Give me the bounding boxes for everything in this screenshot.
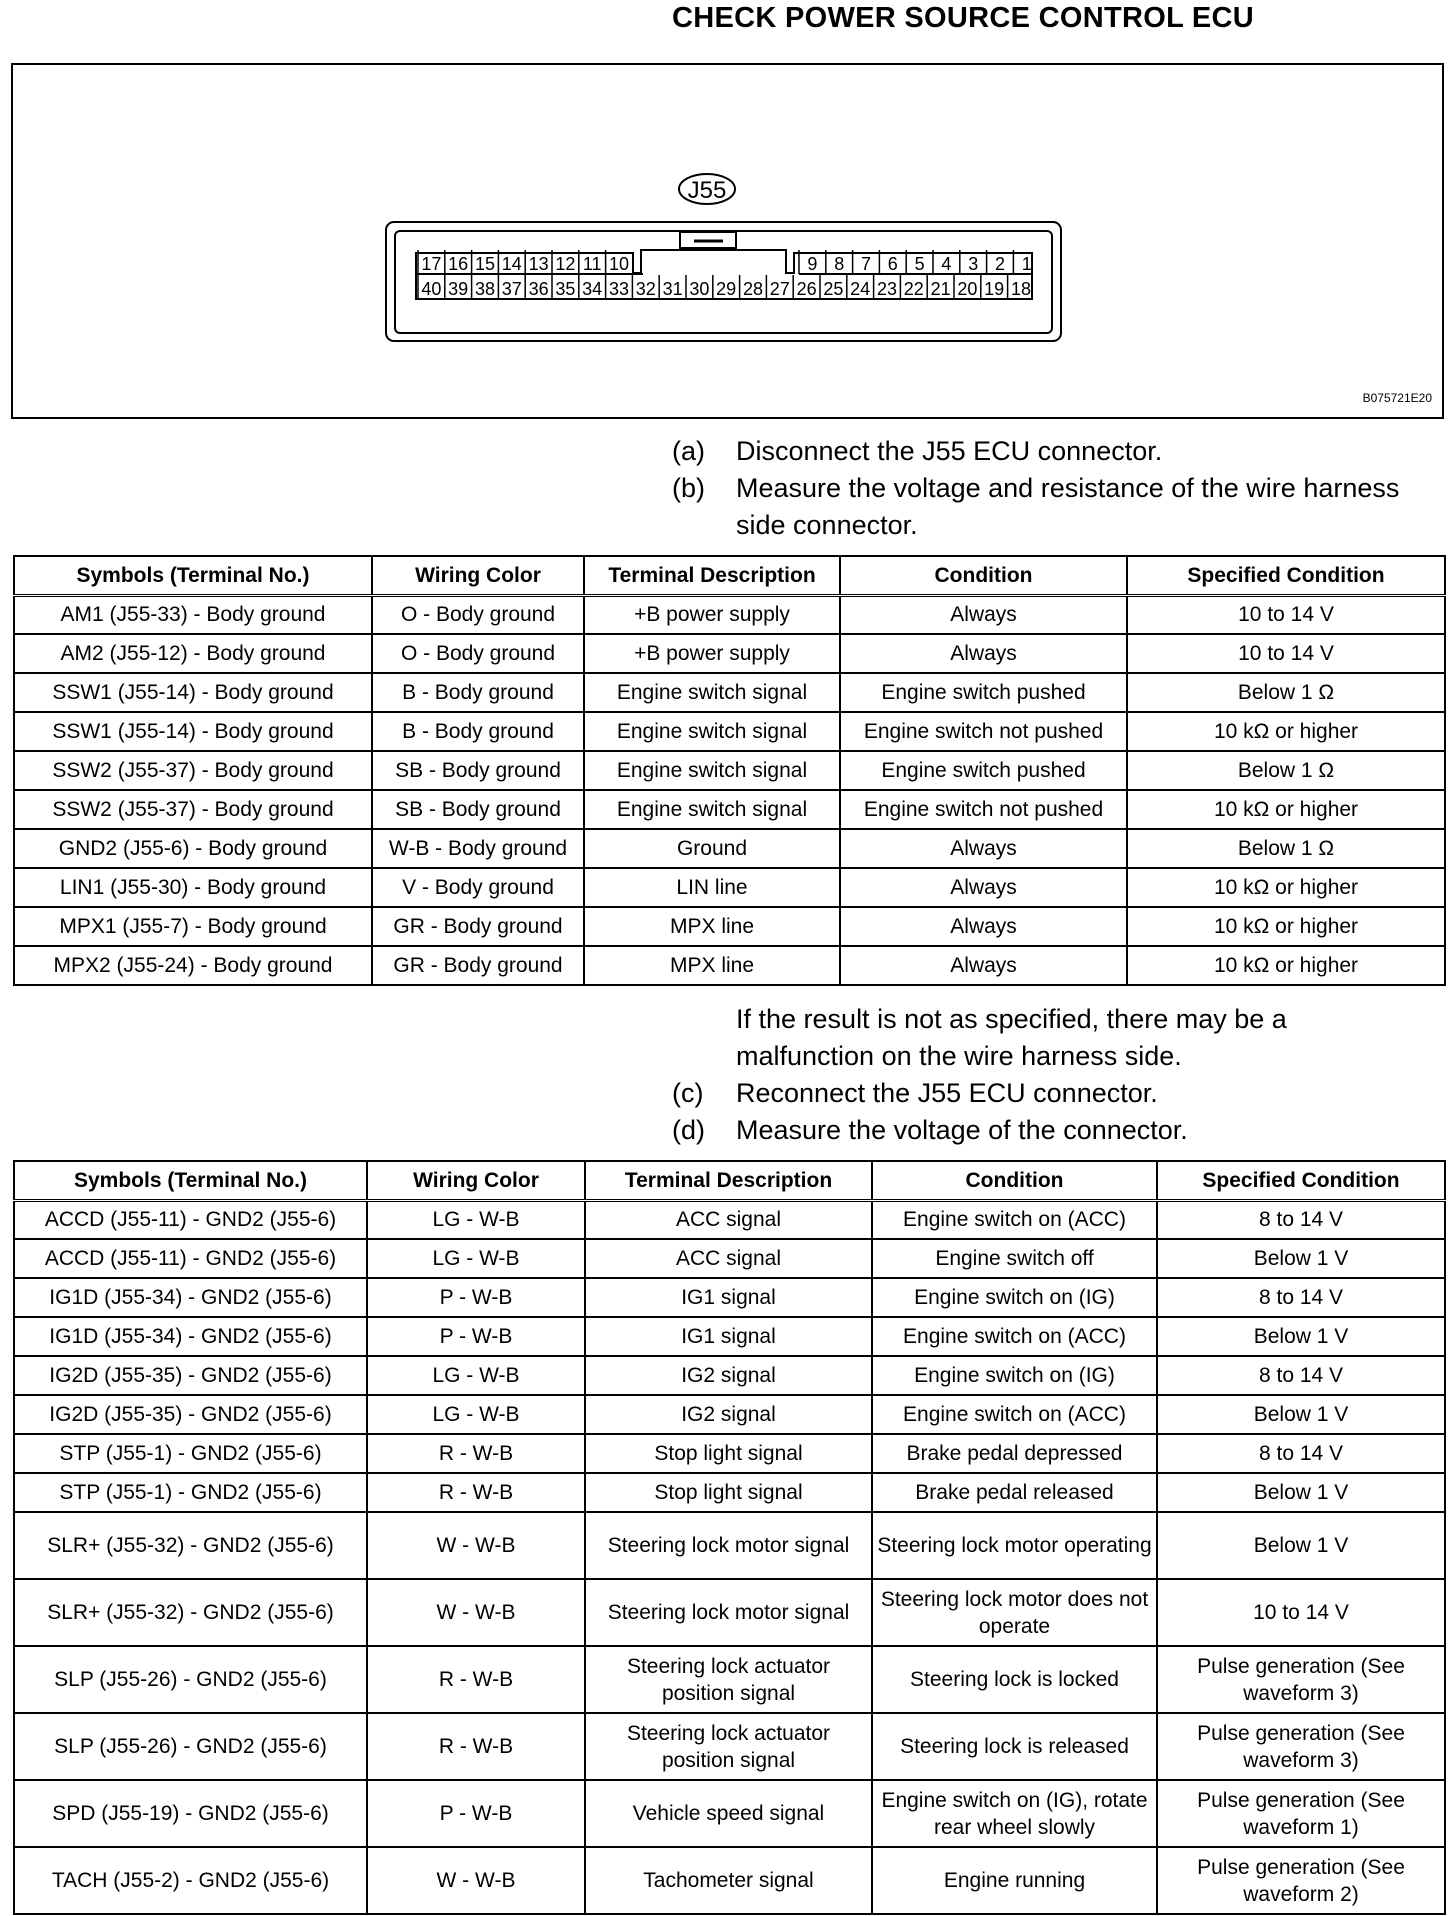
step-text: Measure the voltage and resistance of the wire harness side connector. — [736, 473, 1400, 540]
pin-number: 15 — [474, 254, 496, 274]
table-cell: Always — [840, 595, 1127, 634]
step-label: (a) — [672, 436, 705, 466]
table-cell: +B power supply — [584, 634, 840, 673]
step-text: Reconnect the J55 ECU connector. — [736, 1078, 1158, 1108]
table-cell: Always — [840, 946, 1127, 985]
step-label: (c) — [672, 1078, 704, 1108]
table-cell: B - Body ground — [372, 712, 584, 751]
table-header-row — [14, 1161, 1445, 1200]
pin-number: 2 — [994, 254, 1006, 274]
table-cell: Engine switch on (IG) — [872, 1278, 1157, 1317]
step-text: Disconnect the J55 ECU connector. — [736, 436, 1163, 466]
table-cell: SSW1 (J55-14) - Body ground — [14, 712, 372, 751]
table-cell: 10 kΩ or higher — [1127, 946, 1445, 985]
col-header: Wiring Color — [367, 1161, 585, 1200]
pin-number: 6 — [887, 254, 898, 274]
table-cell: SLP (J55-26) - GND2 (J55-6) — [14, 1713, 367, 1780]
pin-number: 5 — [914, 254, 925, 274]
table-cell: Ground — [584, 829, 840, 868]
table-cell: SSW1 (J55-14) - Body ground — [14, 673, 372, 712]
table-cell: Engine switch on (ACC) — [872, 1395, 1157, 1434]
table-cell: LIN1 (J55-30) - Body ground — [14, 868, 372, 907]
table-cell: STP (J55-1) - GND2 (J55-6) — [14, 1434, 367, 1473]
table-cell: 10 to 14 V — [1127, 595, 1445, 634]
pin-number: 13 — [528, 254, 549, 274]
table-cell: MPX line — [584, 907, 840, 946]
table-row — [14, 1847, 1445, 1914]
step-text: If the result is not as specified, there may be a malfunction on the wire harness side. — [736, 1004, 1287, 1071]
table-cell: AM1 (J55-33) - Body ground — [14, 595, 372, 634]
table-cell: W - W-B — [367, 1579, 585, 1646]
table-cell: Below 1 V — [1157, 1239, 1445, 1278]
table-cell: ACCD (J55-11) - GND2 (J55-6) — [14, 1239, 367, 1278]
col-header: Specified Condition — [1127, 556, 1445, 595]
table-cell: ACC signal — [585, 1239, 872, 1278]
table-cell: W - W-B — [367, 1512, 585, 1579]
table-row — [14, 1780, 1445, 1847]
pin-number: 16 — [448, 254, 469, 274]
col-header: Symbols (Terminal No.) — [14, 556, 372, 595]
pin-number: 1 — [1021, 254, 1032, 274]
pin-number: 25 — [823, 279, 844, 299]
table-cell: Engine switch on (ACC) — [872, 1317, 1157, 1356]
table-cell: LIN line — [584, 868, 840, 907]
table-cell: Engine switch signal — [584, 712, 840, 751]
table-row — [14, 946, 1445, 985]
table-cell: IG1 signal — [585, 1278, 872, 1317]
pin-number: 3 — [968, 254, 979, 274]
table-cell: P - W-B — [367, 1278, 585, 1317]
pin-number: 29 — [716, 279, 737, 299]
ecu-voltage-table — [13, 1160, 1446, 1915]
col-header: Specified Condition — [1157, 1161, 1445, 1200]
connector-figure — [11, 63, 1444, 419]
table-cell: Engine switch signal — [584, 673, 840, 712]
table-cell: GR - Body ground — [372, 946, 584, 985]
table-cell: Engine switch not pushed — [840, 790, 1127, 829]
table-row — [14, 1239, 1445, 1278]
pin-number: 35 — [555, 279, 576, 299]
table-cell: Pulse generation (See waveform 1) — [1157, 1780, 1445, 1847]
pin-number: 32 — [635, 279, 656, 299]
table-cell: Engine switch pushed — [840, 751, 1127, 790]
table-cell: P - W-B — [367, 1317, 585, 1356]
pin-number: 31 — [662, 279, 683, 299]
table-cell: IG2 signal — [585, 1395, 872, 1434]
pin-number: 34 — [582, 279, 603, 299]
table-cell: Stop light signal — [585, 1434, 872, 1473]
step-d — [672, 1112, 1416, 1149]
col-header: Condition — [872, 1161, 1157, 1200]
table-cell: B - Body ground — [372, 673, 584, 712]
table-cell: Steering lock actuator position signal — [585, 1713, 872, 1780]
table-row — [14, 1473, 1445, 1512]
table-cell: ACCD (J55-11) - GND2 (J55-6) — [14, 1200, 367, 1239]
table-cell: Below 1 V — [1157, 1317, 1445, 1356]
table-cell: Engine switch on (IG) — [872, 1356, 1157, 1395]
pin-number: 17 — [421, 254, 442, 274]
step-note — [672, 1001, 1416, 1075]
table-cell: O - Body ground — [372, 634, 584, 673]
col-header: Terminal Description — [585, 1161, 872, 1200]
pin-number: 9 — [807, 254, 818, 274]
table-cell: Engine running — [872, 1847, 1157, 1914]
pin-number: 20 — [957, 279, 978, 299]
table-cell: Always — [840, 868, 1127, 907]
pin-number: 27 — [769, 279, 790, 299]
table-cell: ACC signal — [585, 1200, 872, 1239]
table-cell: Steering lock is locked — [872, 1646, 1157, 1713]
table-cell: R - W-B — [367, 1713, 585, 1780]
table-cell: Engine switch pushed — [840, 673, 1127, 712]
table-row — [14, 1395, 1445, 1434]
table-cell: Steering lock is released — [872, 1713, 1157, 1780]
table-cell: 10 kΩ or higher — [1127, 907, 1445, 946]
table-cell: Always — [840, 829, 1127, 868]
table-cell: Engine switch signal — [584, 751, 840, 790]
connector-diagram — [13, 65, 1442, 417]
table-cell: Below 1 V — [1157, 1473, 1445, 1512]
table-cell: IG2D (J55-35) - GND2 (J55-6) — [14, 1356, 367, 1395]
table-row — [14, 595, 1445, 634]
table-cell: Below 1 V — [1157, 1512, 1445, 1579]
table-cell: Always — [840, 907, 1127, 946]
page-title: CHECK POWER SOURCE CONTROL ECU — [672, 2, 1255, 34]
table-cell: GR - Body ground — [372, 907, 584, 946]
step-label: (b) — [672, 473, 705, 503]
pin-number: 23 — [876, 279, 898, 299]
pin-number: 18 — [1010, 279, 1032, 299]
table-cell: IG2D (J55-35) - GND2 (J55-6) — [14, 1395, 367, 1434]
table-cell: LG - W-B — [367, 1356, 585, 1395]
table-cell: Below 1 Ω — [1127, 751, 1445, 790]
table-cell: 10 to 14 V — [1157, 1579, 1445, 1646]
pin-number: 4 — [941, 254, 952, 274]
table-cell: Engine switch off — [872, 1239, 1157, 1278]
table-cell: SLR+ (J55-32) - GND2 (J55-6) — [14, 1512, 367, 1579]
pin-number: 24 — [850, 279, 871, 299]
pin-number: 19 — [984, 279, 1005, 299]
table-cell: Engine switch signal — [584, 790, 840, 829]
table-cell: W - W-B — [367, 1847, 585, 1914]
pin-number: 38 — [474, 279, 496, 299]
table-cell: Vehicle speed signal — [585, 1780, 872, 1847]
table-cell: MPX line — [584, 946, 840, 985]
table-cell: SB - Body ground — [372, 790, 584, 829]
table-cell: +B power supply — [584, 595, 840, 634]
table-row — [14, 790, 1445, 829]
table-cell: W-B - Body ground — [372, 829, 584, 868]
table-cell: SPD (J55-19) - GND2 (J55-6) — [14, 1780, 367, 1847]
col-header: Condition — [840, 556, 1127, 595]
table-cell: Pulse generation (See waveform 3) — [1157, 1646, 1445, 1713]
table-cell: 8 to 14 V — [1157, 1356, 1445, 1395]
pin-number: 39 — [448, 279, 469, 299]
pin-number: 37 — [501, 279, 522, 299]
table-cell: Steering lock motor operating — [872, 1512, 1157, 1579]
table-cell: 10 to 14 V — [1127, 634, 1445, 673]
table-row — [14, 1713, 1445, 1780]
table-row — [14, 907, 1445, 946]
table-cell: 8 to 14 V — [1157, 1200, 1445, 1239]
table-cell: SLP (J55-26) - GND2 (J55-6) — [14, 1646, 367, 1713]
pin-number: 12 — [555, 254, 576, 274]
table-cell: Brake pedal released — [872, 1473, 1157, 1512]
table-cell: R - W-B — [367, 1473, 585, 1512]
table-cell: IG2 signal — [585, 1356, 872, 1395]
pin-number: 11 — [582, 254, 602, 274]
connector-label: J55 — [687, 177, 727, 204]
table-cell: Steering lock motor signal — [585, 1579, 872, 1646]
pin-number: 21 — [930, 279, 951, 299]
table-cell: LG - W-B — [367, 1395, 585, 1434]
pin-number: 40 — [421, 279, 442, 299]
col-header: Terminal Description — [584, 556, 840, 595]
table-cell: TACH (J55-2) - GND2 (J55-6) — [14, 1847, 367, 1914]
instruction-steps-2 — [672, 1001, 1416, 1149]
table-cell: 8 to 14 V — [1157, 1434, 1445, 1473]
harness-side-table — [13, 555, 1446, 986]
table-cell: SLR+ (J55-32) - GND2 (J55-6) — [14, 1579, 367, 1646]
step-c — [672, 1075, 1416, 1112]
step-text: Measure the voltage of the connector. — [736, 1115, 1188, 1145]
table-cell: Stop light signal — [585, 1473, 872, 1512]
table-cell: Brake pedal depressed — [872, 1434, 1157, 1473]
table-cell: AM2 (J55-12) - Body ground — [14, 634, 372, 673]
table-cell: Always — [840, 634, 1127, 673]
table-cell: IG1 signal — [585, 1317, 872, 1356]
table-row — [14, 829, 1445, 868]
table-cell: 8 to 14 V — [1157, 1278, 1445, 1317]
table-row — [14, 1512, 1445, 1579]
table-cell: P - W-B — [367, 1780, 585, 1847]
pin-number: 33 — [608, 279, 630, 299]
table-cell: MPX2 (J55-24) - Body ground — [14, 946, 372, 985]
table-row — [14, 1278, 1445, 1317]
step-b — [672, 470, 1416, 544]
table-cell: Pulse generation (See waveform 2) — [1157, 1847, 1445, 1914]
table-row — [14, 634, 1445, 673]
table-cell: Engine switch on (ACC) — [872, 1200, 1157, 1239]
col-header: Symbols (Terminal No.) — [14, 1161, 367, 1200]
table-row — [14, 1579, 1445, 1646]
pin-number: 7 — [860, 254, 872, 274]
table-row — [14, 751, 1445, 790]
table-cell: R - W-B — [367, 1646, 585, 1713]
pin-number: 14 — [501, 254, 522, 274]
table-cell: R - W-B — [367, 1434, 585, 1473]
table-cell: V - Body ground — [372, 868, 584, 907]
table-cell: O - Body ground — [372, 595, 584, 634]
table-cell: SB - Body ground — [372, 751, 584, 790]
table-cell: GND2 (J55-6) - Body ground — [14, 829, 372, 868]
table-cell: LG - W-B — [367, 1239, 585, 1278]
figure-code: B075721E20 — [1362, 391, 1432, 405]
table-row — [14, 1356, 1445, 1395]
pin-number: 26 — [796, 279, 817, 299]
table-cell: Steering lock motor signal — [585, 1512, 872, 1579]
step-a — [672, 433, 1416, 470]
table-cell: Steering lock actuator position signal — [585, 1646, 872, 1713]
table-cell: STP (J55-1) - GND2 (J55-6) — [14, 1473, 367, 1512]
step-label — [672, 1001, 736, 1075]
pin-number: 30 — [689, 279, 710, 299]
pin-number: 22 — [903, 279, 924, 299]
table-row — [14, 1317, 1445, 1356]
table-cell: Pulse generation (See waveform 3) — [1157, 1713, 1445, 1780]
table-cell: Below 1 V — [1157, 1395, 1445, 1434]
pin-number: 8 — [834, 254, 845, 274]
table-cell: 10 kΩ or higher — [1127, 712, 1445, 751]
pin-number: 28 — [742, 279, 764, 299]
table-cell: 10 kΩ or higher — [1127, 868, 1445, 907]
table-cell: 10 kΩ or higher — [1127, 790, 1445, 829]
table-cell: LG - W-B — [367, 1200, 585, 1239]
table-cell: MPX1 (J55-7) - Body ground — [14, 907, 372, 946]
table-row — [14, 712, 1445, 751]
table-row — [14, 673, 1445, 712]
table-row — [14, 1200, 1445, 1239]
step-label: (d) — [672, 1115, 705, 1145]
table-cell: Engine switch not pushed — [840, 712, 1127, 751]
pin-number: 10 — [608, 254, 630, 274]
table-cell: Below 1 Ω — [1127, 829, 1445, 868]
table-cell: IG1D (J55-34) - GND2 (J55-6) — [14, 1317, 367, 1356]
pin-number: 36 — [528, 279, 549, 299]
table-cell: Steering lock motor does not operate — [872, 1579, 1157, 1646]
instruction-steps-1 — [672, 433, 1416, 544]
table-cell: SSW2 (J55-37) - Body ground — [14, 751, 372, 790]
table-cell: Engine switch on (IG), rotate rear wheel slowly — [872, 1780, 1157, 1847]
table-header-row — [14, 556, 1445, 595]
table-cell: IG1D (J55-34) - GND2 (J55-6) — [14, 1278, 367, 1317]
table-cell: Tachometer signal — [585, 1847, 872, 1914]
col-header: Wiring Color — [372, 556, 584, 595]
table-row — [14, 1434, 1445, 1473]
table-cell: SSW2 (J55-37) - Body ground — [14, 790, 372, 829]
table-cell: Below 1 Ω — [1127, 673, 1445, 712]
table-row — [14, 868, 1445, 907]
table-row — [14, 1646, 1445, 1713]
